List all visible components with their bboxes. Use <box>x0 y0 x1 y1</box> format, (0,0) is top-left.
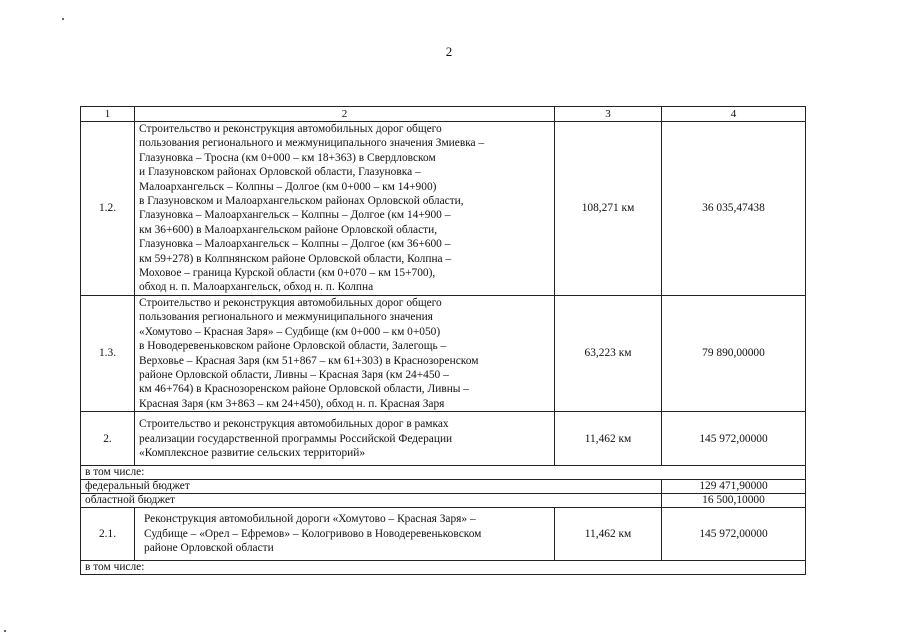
road-works-table <box>80 106 806 575</box>
budget-amount: 16 500,10000 <box>662 494 806 508</box>
table-row-1-2 <box>81 122 806 296</box>
row-amount: 36 035,47438 <box>662 122 806 296</box>
description-line: Реконструкция автомобильной дороги «Хомутово – Красная Заря» – <box>144 513 476 526</box>
header-col-4: 4 <box>662 107 806 122</box>
description-line: Красная Заря (км 3+863 – км 24+450), обход н. п. Красная Заря <box>139 397 445 410</box>
budget-row-federal <box>81 480 806 494</box>
row-amount: 145 972,00000 <box>662 508 806 560</box>
budget-label: федеральный бюджет <box>81 480 662 494</box>
description-line: пользования регионального и межмуниципального значения <box>139 311 433 324</box>
description-line: и Глазуновском районах Орловской области, Глазуновка – <box>139 166 421 179</box>
row-number: 2. <box>81 412 135 466</box>
row-number: 2.1. <box>81 508 135 560</box>
description-line: Верховье – Красная Заря (км 51+867 – км 61+303) в Краснозоренском <box>139 354 479 367</box>
row-length: 108,271 км <box>555 122 662 296</box>
description-line: км 36+600) в Малоархангельском районе Орловской области, <box>139 223 438 236</box>
table-row-2-1 <box>81 508 806 560</box>
row-description <box>135 295 555 411</box>
description-line: «Комплексное развитие сельских территорий» <box>139 446 366 459</box>
scan-speck <box>62 18 64 20</box>
budget-row-regional <box>81 494 806 508</box>
row-description <box>135 122 555 296</box>
description-line: Глазуновка – Малоархангельск – Колпны – Долгое (км 14+900 – <box>139 209 451 222</box>
table-header-row <box>81 107 806 122</box>
description-line: пользования регионального и межмуниципального значения Змиевка – <box>139 137 485 150</box>
row-number: 1.2. <box>81 122 135 296</box>
row-amount: 79 890,00000 <box>662 295 806 411</box>
description-line: районе Орловской области <box>144 542 274 555</box>
row-number: 1.3. <box>81 295 135 411</box>
description-line: обход н. п. Малоархангельск, обход н. п. Колпна <box>139 281 374 294</box>
row-length: 11,462 км <box>555 508 662 560</box>
description-line: районе Орловской области, Ливны – Красная Заря (км 24+450 – <box>139 368 449 381</box>
description-line: реализации государственной программы Российской Федерации <box>139 432 453 445</box>
row-description <box>135 508 555 560</box>
description-line: в Глазуновском и Малоархангельском районах Орловской области, <box>139 195 464 208</box>
row-amount: 145 972,00000 <box>662 412 806 466</box>
scan-speck <box>4 630 6 632</box>
description-line: Строительство и реконструкция автомобильных дорог общего <box>139 296 442 309</box>
description-line: Моховое – граница Курской области (км 0+070 – км 15+700), <box>139 267 436 280</box>
including-row-2 <box>81 560 806 574</box>
budget-label: областной бюджет <box>81 494 662 508</box>
description-line: Малоархангельск – Колпны – Долгое (км 0+000 – км 14+900) <box>139 180 437 193</box>
description-line: км 59+278) в Колпнянском районе Орловской области, Колпна – <box>139 252 452 265</box>
header-col-1: 1 <box>81 107 135 122</box>
header-col-3: 3 <box>555 107 662 122</box>
including-label: в том числе: <box>81 560 806 574</box>
page-number: 2 <box>445 44 453 59</box>
description-line: в Новодеревеньковском районе Орловской области, Залегощь – <box>139 340 447 353</box>
description-line: Строительство и реконструкция автомобильных дорог в рамках <box>139 418 449 431</box>
including-row <box>81 466 806 480</box>
description-line: «Хомутово – Красная Заря» – Судбище (км 0+000 – км 0+050) <box>139 325 441 338</box>
including-label: в том числе: <box>81 466 806 480</box>
row-length: 11,462 км <box>555 412 662 466</box>
description-line: Строительство и реконструкция автомобильных дорог общего <box>139 123 442 135</box>
budget-amount: 129 471,90000 <box>662 480 806 494</box>
description-line: Судбище – «Орел – Ефремов» – Кологривово в Новодеревеньковском <box>144 527 482 540</box>
description-line: км 46+764) в Краснозоренском районе Орловской области, Ливны – <box>139 383 469 396</box>
table-row-2 <box>81 412 806 466</box>
row-description <box>135 412 555 466</box>
description-line: Глазуновка – Малоархангельск – Колпны – Долгое (км 36+600 – <box>139 238 451 251</box>
table-row-1-3 <box>81 295 806 411</box>
row-length: 63,223 км <box>555 295 662 411</box>
description-line: Глазуновка – Тросна (км 0+000 – км 18+363) в Свердловском <box>139 151 436 164</box>
header-col-2: 2 <box>135 107 555 122</box>
